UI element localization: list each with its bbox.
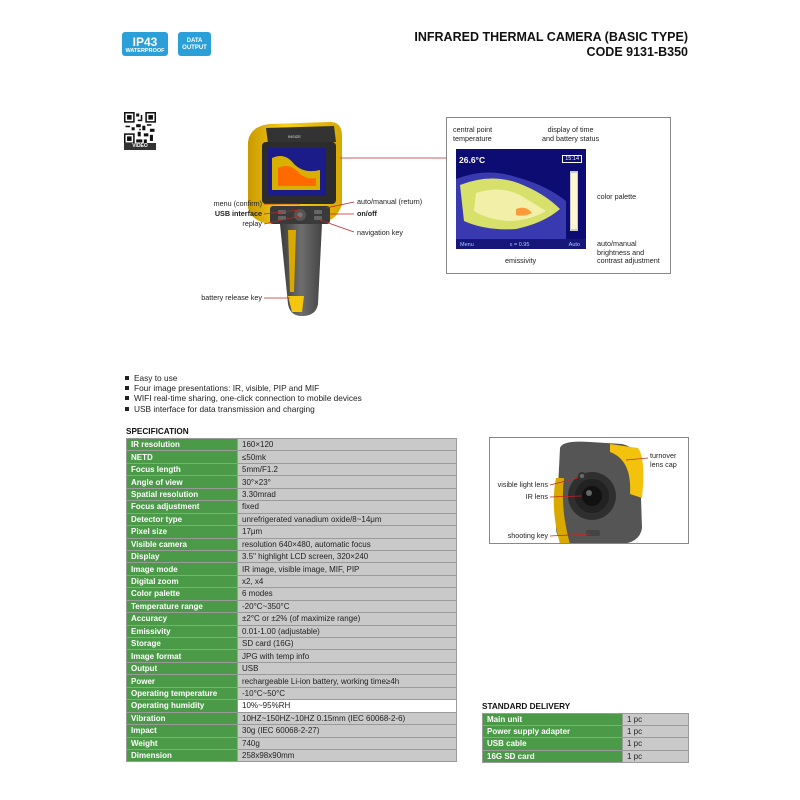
central-point-line2: temperature xyxy=(453,133,492,143)
screen-temperature: 26.6°C xyxy=(459,155,486,165)
row-value: 740g xyxy=(238,737,457,749)
feature-item: USB interface for data transmission and charging xyxy=(124,404,362,414)
turnover-line2: lens cap xyxy=(650,459,677,469)
table-row xyxy=(127,575,457,587)
row-value: 0.01-1.00 (adjustable) xyxy=(238,625,457,637)
row-value: 17μm xyxy=(238,526,457,538)
table-row xyxy=(127,687,457,699)
row-key: Operating humidity xyxy=(127,700,238,712)
row-value: x2, x4 xyxy=(238,575,457,587)
device-brand-text: INSIZE xyxy=(288,134,301,139)
table-row xyxy=(127,550,457,562)
row-value: ±2°C or ±2% (of maximize range) xyxy=(238,613,457,625)
table-row xyxy=(127,650,457,662)
table-row xyxy=(127,700,457,712)
row-key: Impact xyxy=(127,725,238,737)
row-key: Focus length xyxy=(127,463,238,475)
ip43-badge-label: IP43 xyxy=(132,35,158,49)
table-row xyxy=(127,501,457,513)
row-value: 3.5" highlight LCD screen, 320×240 xyxy=(238,550,457,562)
row-key: Image mode xyxy=(127,563,238,575)
data-output-line1: DATA xyxy=(186,38,203,44)
row-key: Spatial resolution xyxy=(127,488,238,500)
table-row xyxy=(127,476,457,488)
table-row xyxy=(127,439,457,451)
row-key: Pixel size xyxy=(127,526,238,538)
auto-manual-line2: brightness and xyxy=(597,247,645,257)
navigation-key-callout: navigation key xyxy=(357,228,403,237)
table-row xyxy=(483,726,689,738)
table-row xyxy=(127,451,457,463)
table-row xyxy=(127,749,457,761)
row-key: Power xyxy=(127,675,238,687)
row-key: Angle of view xyxy=(127,476,238,488)
table-row xyxy=(127,526,457,538)
screen-emissivity-label: ε = 0.95 xyxy=(510,242,530,248)
row-key: Output xyxy=(127,662,238,674)
auto-manual-brightness-callout xyxy=(597,240,660,266)
row-key: Main unit xyxy=(483,714,623,726)
delivery-title: STANDARD DELIVERY xyxy=(482,702,571,711)
row-key: Visible camera xyxy=(127,538,238,550)
screen-auto-label: Auto xyxy=(568,242,580,248)
row-value: SD card (16G) xyxy=(238,638,457,650)
row-value: unrefrigerated vanadium oxide/8~14μm xyxy=(238,513,457,525)
time-battery-callout xyxy=(542,126,599,143)
table-row xyxy=(127,613,457,625)
table-row xyxy=(127,538,457,550)
table-row xyxy=(127,463,457,475)
color-palette-callout: color palette xyxy=(597,192,637,201)
row-key: Color palette xyxy=(127,588,238,600)
row-key: Image format xyxy=(127,650,238,662)
auto-manual-return-callout: auto/manual (return) xyxy=(357,197,423,206)
row-key: Vibration xyxy=(127,712,238,724)
row-key: Accuracy xyxy=(127,613,238,625)
lens-detail-panel xyxy=(489,437,689,544)
row-key: Power supply adapter xyxy=(483,726,623,738)
row-value: -10°C~50°C xyxy=(238,687,457,699)
ir-lens-callout: IR lens xyxy=(525,492,548,501)
thermal-screen-preview xyxy=(456,149,586,249)
row-value: JPG with temp info xyxy=(238,650,457,662)
table-row xyxy=(483,750,689,762)
shooting-key-callout: shooting key xyxy=(507,531,548,540)
time-battery-line1: display of time xyxy=(547,125,594,134)
row-key: Focus adjustment xyxy=(127,501,238,513)
menu-callout: menu (confirm) xyxy=(213,199,262,208)
row-value: IR image, visible image, MIF, PIP xyxy=(238,563,457,575)
row-key: USB cable xyxy=(483,738,623,750)
row-value: 30°×23° xyxy=(238,476,457,488)
row-value: 10HZ~150HZ~10HZ 0.15mm (IEC 60068-2-6) xyxy=(238,712,457,724)
row-value: USB xyxy=(238,662,457,674)
table-row xyxy=(127,600,457,612)
feature-item: Easy to use xyxy=(124,373,362,383)
table-row xyxy=(127,662,457,674)
row-key: Digital zoom xyxy=(127,575,238,587)
delivery-table xyxy=(482,713,689,763)
specification-title: SPECIFICATION xyxy=(126,427,189,436)
battery-release-callout: battery release key xyxy=(201,293,262,302)
product-title: INFRARED THERMAL CAMERA (BASIC TYPE) xyxy=(414,30,688,44)
row-value: 6 modes xyxy=(238,588,457,600)
table-row xyxy=(127,513,457,525)
row-key: IR resolution xyxy=(127,439,238,451)
table-row xyxy=(127,488,457,500)
table-row xyxy=(127,563,457,575)
table-row xyxy=(483,714,689,726)
row-value: 30g (IEC 60068-2-27) xyxy=(238,725,457,737)
visible-light-lens-callout: visible light lens xyxy=(497,480,548,489)
table-row xyxy=(127,625,457,637)
row-key: NETD xyxy=(127,451,238,463)
turnover-line1: turnover xyxy=(650,451,677,460)
row-key: Display xyxy=(127,550,238,562)
row-key: Storage xyxy=(127,638,238,650)
feature-item: WIFI real-time sharing, one-click connection to mobile devices xyxy=(124,393,362,403)
auto-manual-line3: contrast adjustment xyxy=(597,256,660,265)
row-value: resolution 640×480, automatic focus xyxy=(238,538,457,550)
qr-video-label: VIDEO xyxy=(124,143,156,150)
row-key: Emissivity xyxy=(127,625,238,637)
on-off-callout: on/off xyxy=(357,209,377,218)
feature-list xyxy=(124,373,362,414)
row-value: 5mm/F1.2 xyxy=(238,463,457,475)
time-battery-line2: and battery status xyxy=(542,133,600,143)
screen-status-bar xyxy=(456,239,586,249)
row-value: 1 pc xyxy=(623,750,689,762)
row-value: 1 pc xyxy=(623,738,689,750)
central-point-callout xyxy=(453,126,492,143)
screen-time-display: 15:14 xyxy=(562,155,582,163)
replay-callout: replay xyxy=(242,219,262,228)
emissivity-callout: emissivity xyxy=(505,256,537,265)
row-value: 3.30mrad xyxy=(238,488,457,500)
row-value: 258x98x90mm xyxy=(238,749,457,761)
table-row xyxy=(483,738,689,750)
screen-menu-label: Menu xyxy=(460,242,474,248)
data-output-line2: OUTPUT xyxy=(182,45,207,51)
table-row xyxy=(127,675,457,687)
row-key: Temperature range xyxy=(127,600,238,612)
table-row xyxy=(127,588,457,600)
table-row xyxy=(127,725,457,737)
row-value: 160×120 xyxy=(238,439,457,451)
row-key: Weight xyxy=(127,737,238,749)
row-key: Dimension xyxy=(127,749,238,761)
central-point-line1: central point xyxy=(453,125,493,134)
row-key: 16G SD card xyxy=(483,750,623,762)
row-value: ≤50mk xyxy=(238,451,457,463)
table-row xyxy=(127,737,457,749)
waterproof-label: WATERPROOF xyxy=(125,48,165,54)
usb-callout: USB interface xyxy=(214,209,262,218)
row-value: 1 pc xyxy=(623,726,689,738)
row-key: Detector type xyxy=(127,513,238,525)
specification-table xyxy=(126,438,457,762)
row-value: rechargeable Li-ion battery, working time≥4h xyxy=(238,675,457,687)
row-value: -20°C~350°C xyxy=(238,600,457,612)
table-row xyxy=(127,638,457,650)
auto-manual-line1: auto/manual xyxy=(597,239,637,248)
turnover-lens-cap-callout xyxy=(650,452,677,469)
row-value: fixed xyxy=(238,501,457,513)
table-row xyxy=(127,712,457,724)
product-code: CODE 9131-B350 xyxy=(586,45,688,59)
feature-item: Four image presentations: IR, visible, PIP and MIF xyxy=(124,383,362,393)
row-key: Operating temperature xyxy=(127,687,238,699)
row-value: 10%~95%RH xyxy=(238,700,457,712)
row-value: 1 pc xyxy=(623,714,689,726)
